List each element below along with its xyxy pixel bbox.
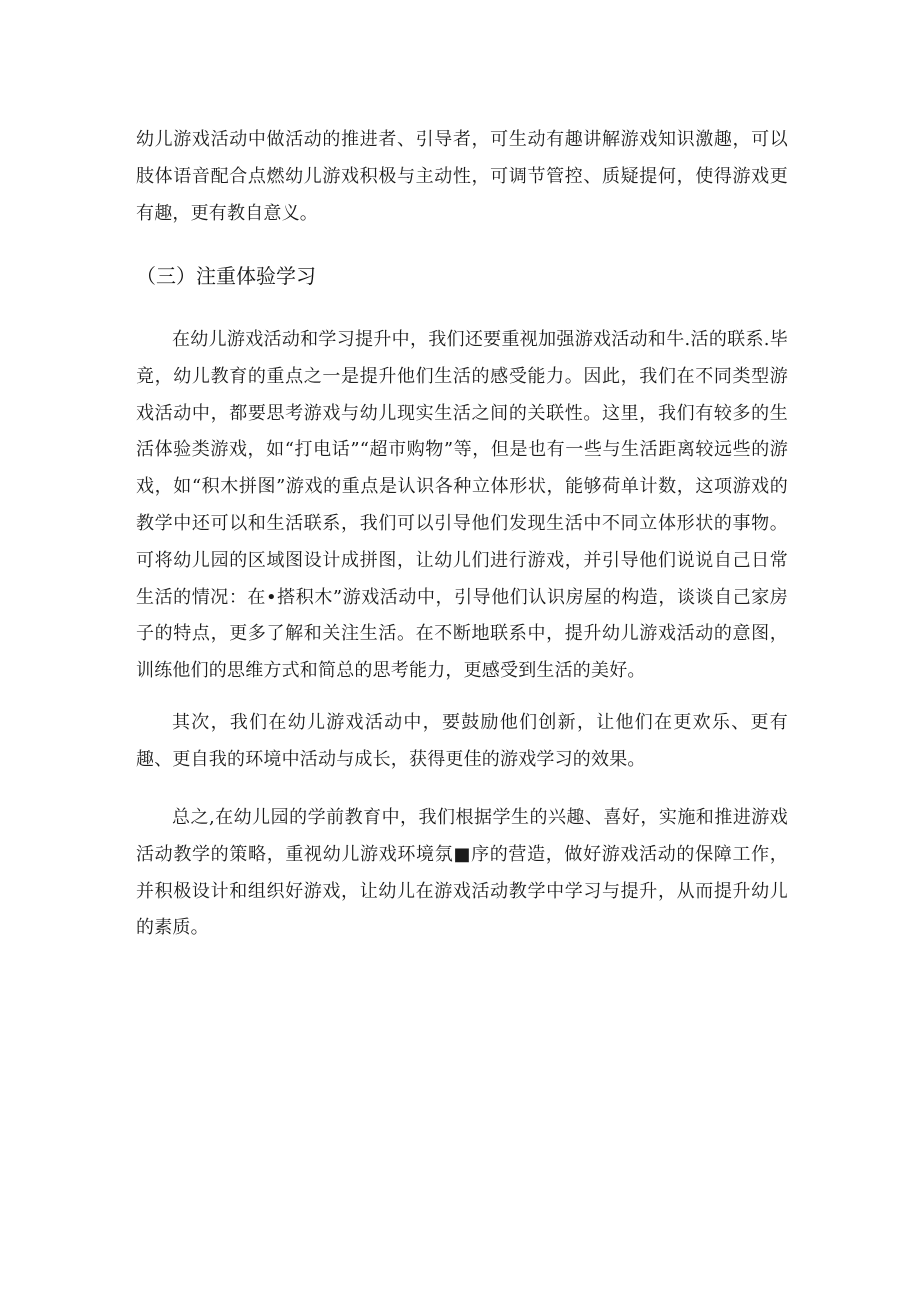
section-heading: （三）注重体验学习 <box>136 264 316 288</box>
paragraph-summary: 总之,在幼儿园的学前教育中，我们根据学生的兴趣、喜好，实施和推进游戏活动教学的策略，重视幼儿游戏环境氛■序的营造，做好游戏活动的保障工作，并积极设计和组织好游戏，让幼儿在游戏活动教学中学习与提升，从而提升幼儿的素质。 <box>136 807 788 939</box>
paragraph-experience-learning: 在幼儿游戏活动和学习提升中，我们还要重视加强游戏活动和牛.活的联系.毕竟，幼儿教育的重点之一是提升他们生活的感受能力。因此，我们在不同类型游戏活动中，都要思考游戏与幼儿现实生活之间的关联性。这里，我们有较多的生活体验类游戏，如“打电话”“超市购物”等，但是也有一些与生活距离较远些的游戏，如“积木拼图”游戏的重点是认识各种立体形状，能够荷单计数，这项游戏的教学中还可以和生活联系，我们可以引导他们发现生活中不同立体形状的事物。可将幼儿园的区域图设计成拼图，让幼儿们进行游戏，并引导他们说说自己日常生活的情况：在•搭积木”游戏活动中，引导他们认识房屋的构造，谈谈自己家房子的特点，更多了解和关注生活。在不断地联系中，提升幼儿游戏活动的意图，训练他们的思维方式和简总的思考能力，更感受到生活的美好。 <box>136 329 788 682</box>
paragraph-continued: 幼儿游戏活动中做活动的推进者、引导者，可生动有趣讲解游戏知识激趣，可以肢体语音配合点燃幼儿游戏积极与主动性，可调节管控、质疑提何，使得游戏更有趣，更有教自意义。 <box>136 129 788 224</box>
paragraph-innovation: 其次，我们在幼儿游戏活动中，要鼓励他们创新，让他们在更欢乐、更有趣、更自我的环境中活动与成长，获得更佳的游戏学习的效果。 <box>136 712 788 770</box>
